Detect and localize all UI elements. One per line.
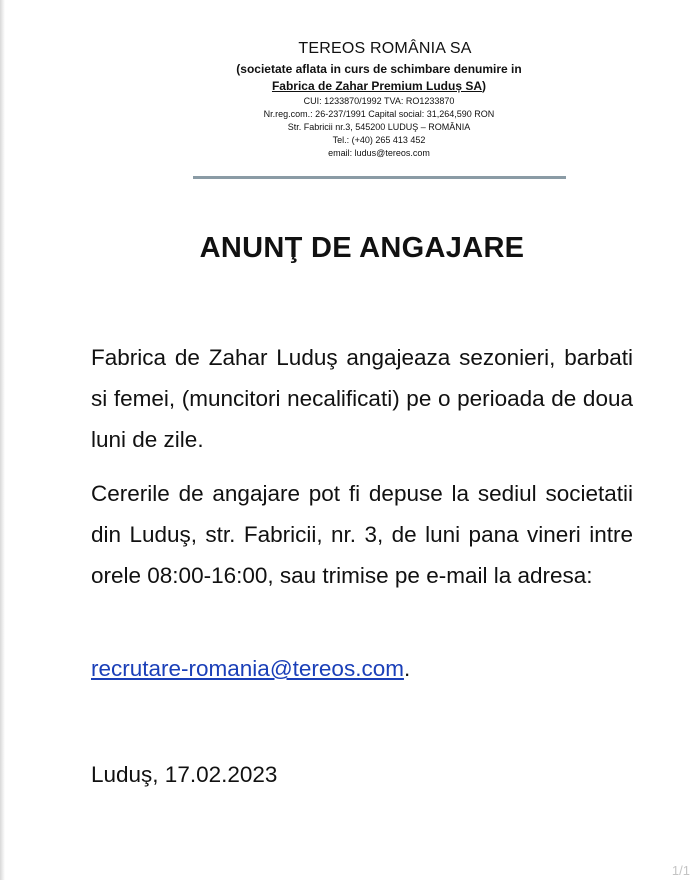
page-edge-shadow: [0, 0, 5, 880]
letterhead: [190, 38, 568, 160]
announcement-title: ANUNŢ DE ANGAJARE: [199, 232, 525, 264]
address-line: Str. Fabricii nr.3, 545200 LUDUŞ – ROMÂNIA: [287, 122, 471, 132]
page-indicator: 1/1: [671, 863, 690, 878]
rename-notice-line2: [190, 78, 568, 95]
header-divider: [193, 176, 566, 179]
place-date: Luduş, 17.02.2023: [91, 762, 278, 787]
rename-notice-line1: (societate aflata in curs de schimbare denumire in: [236, 62, 522, 76]
phone-line: Tel.: (+40) 265 413 452: [332, 135, 426, 145]
cui-line: CUI: 1233870/1992 TVA: RO1233870: [303, 96, 455, 106]
recruit-email-link[interactable]: recrutare-romania@tereos.com: [91, 656, 404, 681]
paragraph-hiring: Fabrica de Zahar Luduş angajeaza sezonieri, barbati si femei, (muncitori necalificati) pe o perioada de doua luni de zile.: [91, 345, 633, 452]
new-company-name: Fabrica de Zahar Premium Luduș SA: [271, 79, 483, 93]
company-name: TEREOS ROMÂNIA SA: [298, 40, 472, 57]
paragraph-application: Cererile de angajare pot fi depuse la sediul societatii din Luduş, str. Fabricii, nr. 3, de luni pana vineri intre orele 08:00-16:00, sau trimise pe e-mail la adresa:: [91, 481, 633, 588]
header-email-line: email: ludus@tereos.com: [328, 148, 430, 158]
email-period: .: [403, 656, 411, 681]
registry-line: Nr.reg.com.: 26-237/1991 Capital social: 31,264,590 RON: [263, 109, 495, 119]
rename-notice-close: ): [482, 79, 487, 93]
recruit-email-line: [91, 650, 410, 688]
